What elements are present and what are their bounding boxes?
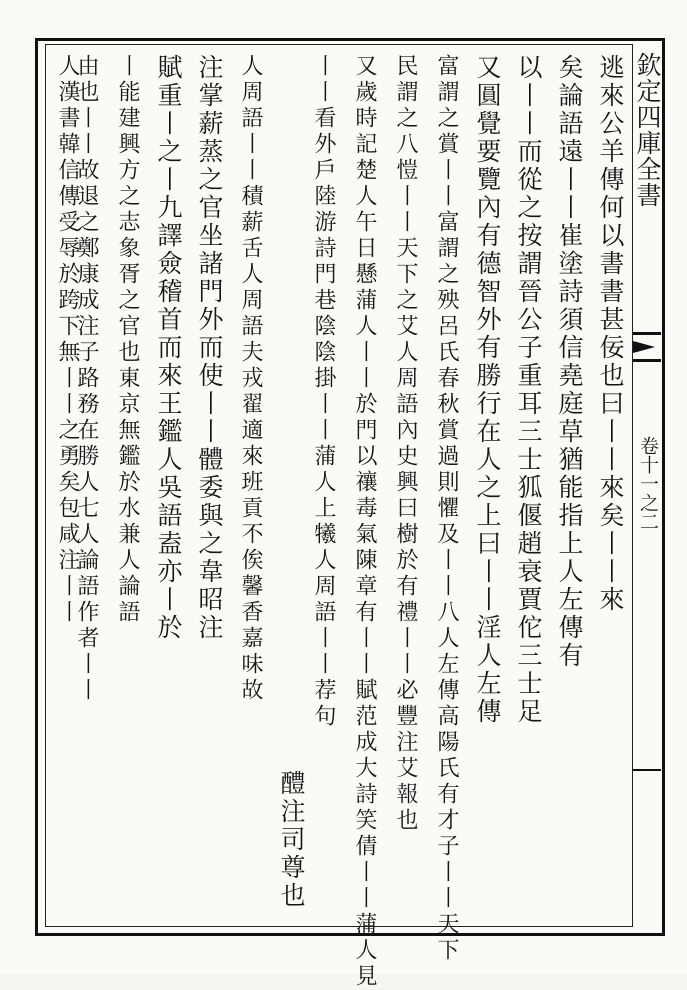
- text-column-1: 逃來公羊傳何以書書甚佞也曰丨丨來矣丨丨來: [596, 54, 625, 614]
- text-column-3: 以丨丨而從之按謂晉公子重耳三士狐偃趙衰賈佗三士足: [514, 54, 543, 726]
- text-column-9: 人周語丨丨積薪舌人周語夫戎翟適來班貢不俟馨香嘉味故: [238, 54, 263, 704]
- text-column-8-tail: 醴注司尊也: [277, 770, 306, 910]
- text-column-4: 又圓覺要覽內有德智外有勝行在人之上曰丨丨淫人左傳: [473, 54, 502, 726]
- text-column-10: 注掌薪蒸之官坐諸門外而使丨丨體委與之韋昭注: [195, 54, 224, 642]
- text-column-13: 由也丨丨故退之鄭康成注子路務在勝人七人論語作者丨丨: [74, 54, 99, 704]
- text-column-6: 民謂之八愷丨丨天下之艾人周語內史興曰樹於有禮丨丨必豐注艾報也: [393, 54, 418, 834]
- text-column-5: 富謂之賞丨丨富謂之殃呂氏春秋賞過則懼及丨丨八人左傳高陽氏有才子丨丨天下: [434, 54, 459, 964]
- margin-divider: [633, 769, 661, 771]
- text-column-2: 矣論語遠丨丨崔塗詩須信堯庭草猶能指上人左傳有: [555, 54, 584, 670]
- text-column-14: 人漢書韓信傳受辱於跨下無丨丨之勇矣包咸注丨丨: [55, 54, 80, 626]
- text-column-12: 丨能建興方之志象胥之官也東京無鑑於水兼人論語: [115, 54, 140, 626]
- text-column-7: 又歲時記楚人午日懸蒲人丨丨於門以禳毒氣陳章有丨丨賦范成大詩笑倩丨丨蒲人見: [352, 54, 377, 990]
- page-margin-band: [633, 44, 661, 927]
- volume-label: 卷十一之二: [637, 436, 659, 531]
- book-title: 欽定四庫全書: [633, 52, 662, 208]
- fishtail-mark: [633, 332, 661, 362]
- text-column-8: 丨丨看外戶陸游詩門巷陰陰掛丨丨蒲人上犧人周語丨丨荐句: [311, 54, 336, 730]
- text-column-11: 賦重丨之丨九譯僉稽首而來王鑑人吳語盍亦丨於: [154, 54, 183, 642]
